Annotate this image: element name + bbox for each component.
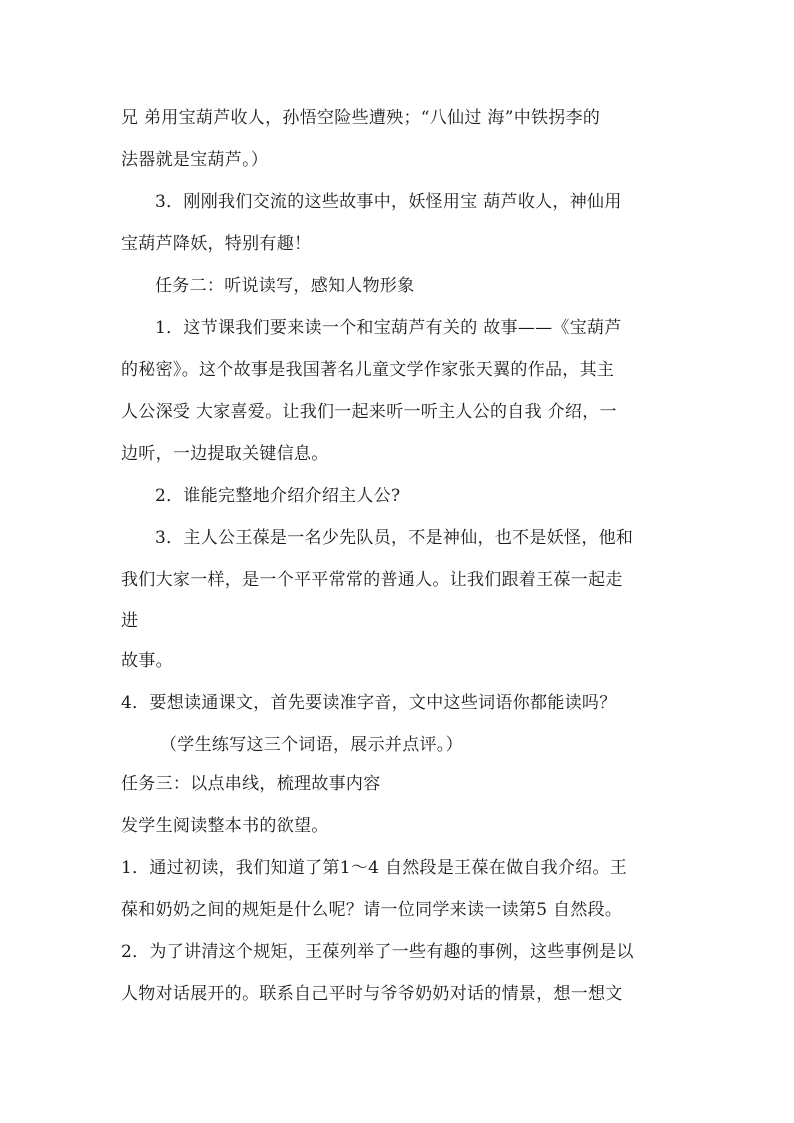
text-line: 1．这节课我们要来读一个和宝葫芦有关的 故事——《宝葫芦 xyxy=(155,318,622,338)
text-line: 人公深受 大家喜爱。让我们一起来听一听主人公的自我 介绍，一 xyxy=(121,402,617,422)
text-line: 发学生阅读整本书的欲望。 xyxy=(121,816,329,836)
text-line: 3．主人公王葆是一名少先队员，不是神仙，也不是妖怪，他和 xyxy=(155,528,634,548)
section-heading: 任务三：以点串线，梳理故事内容 xyxy=(121,774,381,794)
text-line: 2．为了讲清这个规矩，王葆列举了一些有趣的事例，这些事例是以 xyxy=(121,942,634,962)
text-line: 进 xyxy=(121,611,139,631)
text-line: 1．通过初读，我们知道了第1～4 自然段是王葆在做自我介绍。王 xyxy=(121,858,628,878)
text-line: 边听，一边提取关键信息。 xyxy=(121,444,329,464)
text-line: 宝葫芦降妖，特别有趣！ xyxy=(121,234,312,254)
text-line: 葆和奶奶之间的规矩是什么呢？请一位同学来读一读第5 自然段。 xyxy=(121,900,623,920)
text-line: 兄 弟用宝葫芦收人，孙悟空险些遭殃；“八仙过 海”中铁拐李的 xyxy=(121,108,601,128)
text-line: 我们大家一样，是一个平平常常的普通人。让我们跟着王葆一起走 xyxy=(121,570,623,590)
text-line: 的秘密》。这个故事是我国著名儿童文学作家张天翼的作品，其主 xyxy=(121,360,615,380)
text-line: 4．要想读通课文，首先要读准字音，文中这些词语你都能读吗？ xyxy=(121,693,617,713)
text-line: 3．刚刚我们交流的这些故事中，妖怪用宝 葫芦收人，神仙用 xyxy=(155,192,622,212)
text-line: 2．谁能完整地介绍介绍主人公? xyxy=(155,486,401,506)
text-line: 法器就是宝葫芦。） xyxy=(121,150,269,170)
text-line: 故事。 xyxy=(121,651,173,671)
text-line: 人物对话展开的。联系自己平时与爷爷奶奶对话的情景，想一想文 xyxy=(121,984,623,1004)
section-heading: 任务二：听说读写，感知人物形象 xyxy=(155,276,415,296)
text-line: （学生练写这三个词语，展示并点评。） xyxy=(160,735,463,755)
